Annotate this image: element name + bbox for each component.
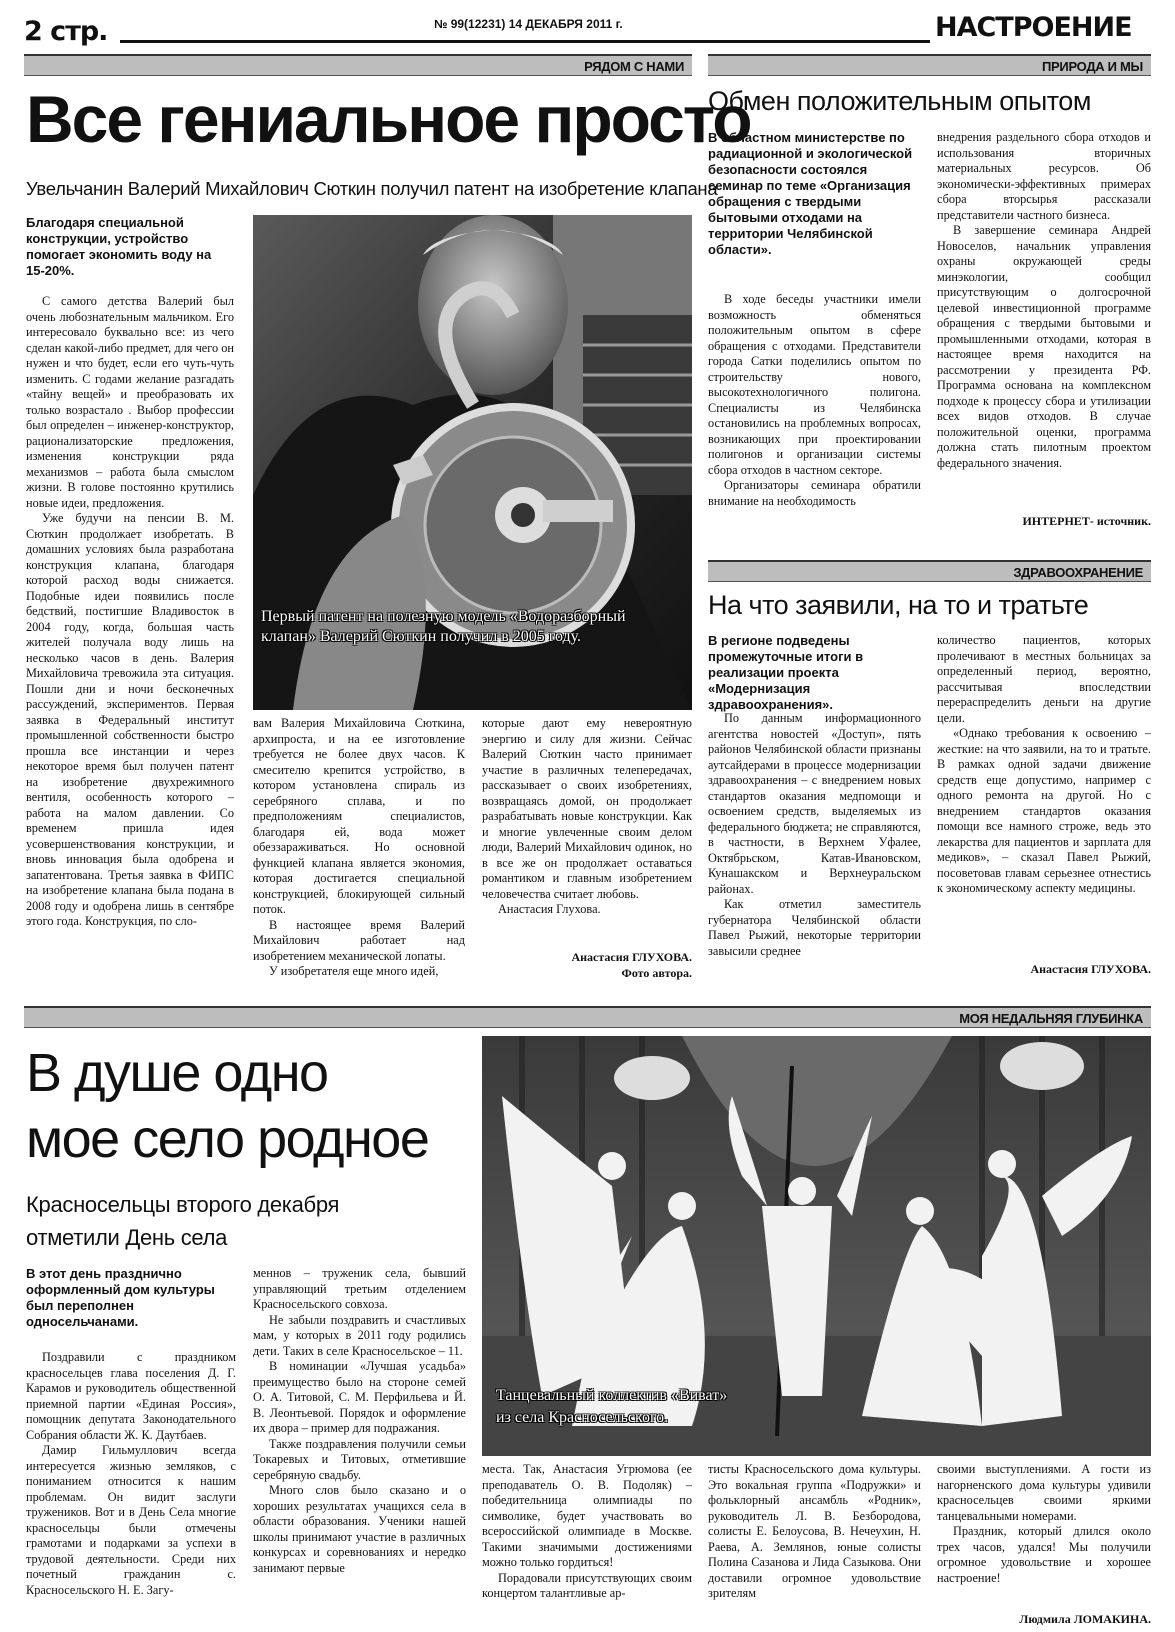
article4-title-line1: В душе одно bbox=[26, 1043, 328, 1103]
article3-author: Анастасия ГЛУХОВА. bbox=[1030, 962, 1151, 976]
masthead-rule bbox=[120, 40, 930, 43]
paragraph: Анастасия Глухова. bbox=[498, 902, 601, 916]
article1-col2 bbox=[253, 716, 465, 986]
paragraph: По данным информационного агентства новостей «Доступ», пять районов Челябинской области признаны аутсайдерами в процессе модернизации здравоохранения – с внедрением новых стандартов оказания медпомощи и освоением средств, выделяемых из федерального бюджета; не справляются, в частности, в Верхнем Уфалее, Октябрьском, Катав-Ивановском, Кунашакском и Верхнеуральском районах. bbox=[708, 711, 921, 896]
paragraph: В настоящее время Валерий Михайлович работает над изобретением механической лопаты. bbox=[253, 917, 465, 963]
article1-title: Все гениальное просто bbox=[26, 82, 751, 156]
article4-subtitle: Красносельцы второго декабря отметили День села bbox=[26, 1192, 340, 1250]
paragraph: Уже будучи на пенсии В. М. Сюткин продолжает изобретать. В домашних условиях была разработана конструкция клапана, благодаря которой расход воды снижается. Подобные идеи появились после бедствий, постигшие Владивосток в 2004 году, когда, большая часть жителей получала воду лишь на несколько часов в день. Валерия Михайловича тревожила эта ситуация. Пошли дни и ночи бесконечных рассуждений, экспериментов. Первая заявка в Федеральный институт промышленной собственности быстро прошла все инстанции и через некоторое время был получен патент на изобретение двухрежимного вентиля, особенность которого – работа на малом давлении. Со временем пришла идея усовершенствования конструкции, и вновь инновация была одобрена и запатентована. Третья заявка в ФИПС на изобретение клапана была подана в 2008 году и одобрена лишь в сентябре этого года. Конструкция, по сло- bbox=[26, 511, 234, 928]
article2-lead: В областном министерстве по радиационной и экологической безопасности состоялся семинар по теме «Организация обращения с твердыми бытовыми отходами на территории Челябинской области». bbox=[708, 130, 913, 257]
article4-col4 bbox=[708, 1462, 921, 1628]
article4-col5 bbox=[937, 1462, 1151, 1610]
article1-lead: Благодаря специальной конструкции, устройство помогает экономить воду на 15-20%. bbox=[26, 215, 212, 278]
paragraph: внедрения раздельного сбора отходов и использования вторичных материальных ресурсов. Об экономически-эффективных примерах сбора вторсырья рассказали представители частного бизнеса. bbox=[937, 130, 1151, 222]
article3-col1 bbox=[708, 711, 921, 983]
article4-author: Людмила ЛОМАКИНА. bbox=[1019, 1612, 1151, 1626]
paragraph: «Однако требования к освоению – жесткие: на что заявили, на то и тратьте. В рамках одной задачи движение средств еще допустимо, например с одного ремонта на другой. Но с внедрением стандартов оказания помощи все намного строже, ведь это лекарства для пациентов и зарплата для медиков», – сказал Павел Рыжий, посоветовав главам серьезнее отнестись к экономическому аспекту медицины. bbox=[937, 726, 1151, 895]
article4-col1 bbox=[26, 1350, 236, 1628]
paragraph: которые дают ему невероятную энергию и силу для жизни. Сейчас Валерий Сюткин часто принимает участие в различных телепередачах, рассказывает о своих изобретениях, возвращаясь домой, он продолжает разрабатывать новые конструкции. Как и многие увлеченные своим делом люди, Валерий Михайлович одинок, но в все же он продолжает оставаться романтиком и главным изобретением человечества считает любовь. bbox=[482, 716, 692, 901]
article1-col1 bbox=[26, 294, 234, 984]
article4-photo-caption-1: Танцевальный коллектив «Виват» bbox=[496, 1387, 728, 1404]
article3-lead: В регионе подведены промежуточные итоги в реализации проекта «Модернизация здравоохранения». bbox=[708, 633, 864, 712]
article1-photo-caption: Первый патент на полезную модель «Водоразборный клапан» Валерий Сюткин получил в 2005 году. bbox=[261, 608, 626, 645]
article4-photo bbox=[482, 1036, 1151, 1456]
paragraph: Как отметил заместитель губернатора Челябинской области Павел Рыжий, некоторые территории завысили среднее bbox=[708, 897, 921, 958]
rubric-glubinka: МОЯ НЕДАЛЬНЯЯ ГЛУБИНКА bbox=[24, 1006, 1151, 1028]
paragraph: Организаторы семинара обратили внимание на необходимость bbox=[708, 478, 921, 508]
article4-col3 bbox=[482, 1462, 692, 1628]
article4-lead: В этот день празднично оформленный дом культуры был переполнен односельчанами. bbox=[26, 1266, 215, 1329]
rubric-priroda: ПРИРОДА И МЫ bbox=[708, 54, 1151, 76]
paragraph: В завершение семинара Андрей Новоселов, начальник управления охраны окружающей среды минэкологии, сообщил присутствующим о долгосрочной целевой инвестиционной программе обращения с твердыми бытовыми и промышленными отходами, которая в настоящее время находится на рассмотрении у президента РФ. Программа основана на комплексном подходе к процессу сбора и утилизации всех видов отходов. В случае положительной оценки, программа должна стать пилотным проектом федерального значения. bbox=[937, 223, 1151, 470]
paragraph: своими выступлениями. А гости из нагорненского дома культуры удивили красносельцев своими яркими танцевальными номерами. bbox=[937, 1462, 1151, 1523]
article4-photo-caption-2: из села Красносельского. bbox=[496, 1409, 669, 1426]
article3-col2 bbox=[937, 633, 1151, 951]
section-title: НАСТРОЕНИЕ bbox=[935, 12, 1132, 43]
paragraph: Много слов было сказано и о хороших результатах учащихся села в области образования. Ученики нашей школы принимают участие в различных конкурсах и соревнованиях и нередко занимают первые bbox=[253, 1483, 466, 1575]
article2-col2 bbox=[937, 130, 1151, 506]
article2-title: Обмен положительным опытом bbox=[708, 86, 1091, 116]
paragraph: Не забыли поздравить и счастливых мам, у которых в 2011 году родились дети. Таких в селе Красносельское – 11. bbox=[253, 1312, 466, 1358]
paragraph: Поздравили с праздником красносельцев глава поселения Д. Г. Карамов и руководитель общественной приемной партии «Единая Россия», помощник депутата Законодательного Собрания области Ж. К. Даутбаев. bbox=[26, 1350, 236, 1442]
article1-col3 bbox=[482, 716, 692, 938]
page-number: 2 стр. bbox=[24, 16, 108, 47]
paragraph: Дамир Гильмуллович всегда интересуется жизнью земляков, с пониманием относится к нашим проблемам. Он видит заслуги тружеников. Вот и в День Села многие красносельцы были отмечены грамотами и подарками за успехи в трудовой деятельности. Среди них почетный гражданин с. Красносельского Н. Е. Загу- bbox=[26, 1443, 236, 1597]
article1-photo bbox=[253, 215, 692, 710]
paragraph: места. Так, Анастасия Угрюмова (ее преподаватель О. В. Подоляк) – победительница олимпиады по символике, будет участвовать во всероссийской олимпиаде в Москве. Такими значимыми достижениями можно только гордиться! bbox=[482, 1462, 692, 1569]
paragraph: Также поздравления получили семьи Токаревых и Титовых, отметившие серебряную свадьбу. bbox=[253, 1436, 466, 1482]
paragraph: В номинации «Лучшая усадьба» преимущество было на стороне семей О. А. Титовой, С. М. Перфильева и Й. В. Леонтьевой. Порядок и оформление их двора – пример для подражания. bbox=[253, 1359, 466, 1435]
article2-source: ИНТЕРНЕТ- источник. bbox=[1022, 514, 1151, 528]
article2-col1 bbox=[708, 292, 921, 532]
paragraph: тисты Красносельского дома культуры. Это вокальная группа «Подружки» и фольклорный ансамбль «Родник», руководитель Л. В. Безбородова, солисты Е. Белоусова, В. Нечеухин, Н. Раева, А. Землянов, юные солисты Полина Сазанова и Лида Сазыкова. Они доставили огромное удовольствие зрителям bbox=[708, 1462, 921, 1600]
article4-col2 bbox=[253, 1266, 466, 1628]
paragraph: вам Валерия Михайловича Сюткина, архипроста, и на ее изготовление требуется не более двух часов. К смесителю крепится устройство, в котором установлена спираль из серебряного сплава, и по предположениям специалистов, благодаря ей, вода может обеззараживаться. Но основной функцией клапана является экономия, которая достигается специальной конструкцией, блокирующей сильный поток. bbox=[253, 716, 465, 916]
paragraph: Праздник, который длился около трех часов, удался! Мы получили огромное удовольствие и хорошее настроение! bbox=[937, 1524, 1151, 1585]
article1-author: Анастасия ГЛУХОВА. bbox=[571, 950, 692, 964]
article1-photo-credit: Фото автора. bbox=[621, 966, 692, 980]
article3-title: На что заявили, на то и тратьте bbox=[708, 590, 1089, 620]
paragraph: В ходе беседы участники имели возможность обменяться положительным опытом в сфере обращения с отходами. Представители города Сатки поделились опытом по строительству нового, высокотехнологичного полигона. Специалисты из Челябинска остановились на проблемных вопросах, возникающих при проектировании полигонов и организации системы сбора отходов в частном секторе. bbox=[708, 292, 921, 477]
rubric-zdravookhranenie: ЗДРАВООХРАНЕНИЕ bbox=[708, 560, 1151, 582]
paragraph: количество пациентов, которых пролечивают в местных больницах за определенный период, вероятно, рассчитывая впоследствии перераспределить деньги на другие цели. bbox=[937, 633, 1151, 725]
issue-date: № 99(12231) 14 ДЕКАБРЯ 2011 г. bbox=[430, 17, 627, 31]
article1-subtitle: Увельчанин Валерий Михайлович Сюткин получил патент на изобретение клапана bbox=[26, 178, 718, 199]
article4-title-line2: мое село родное bbox=[26, 1109, 429, 1169]
paragraph: меннов – труженик села, бывший управляющий третьим отделением Красносельского совхоза. bbox=[253, 1266, 466, 1311]
rubric-ryadom: РЯДОМ С НАМИ bbox=[24, 54, 692, 76]
paragraph: У изобретателя еще много идей, bbox=[269, 964, 439, 978]
paragraph: Порадовали присутствующих своим концертом талантливые ар- bbox=[482, 1570, 692, 1600]
paragraph: С самого детства Валерий был очень любознательным мальчиком. Его интересовало буквально все: из чего сделан какой-либо предмет, для чего он нужен и что будет, если его чуть-чуть изменить. С годами желание разгадать «тайну вещей» и преобразовать их только возрастало . Выбор профессии был определен – инженер-конструктор, рационализаторские предложения, изменения конструкции ряда механизмов – работа была смыслом жизни. В голове постоянно крутились новые идеи, предложения. bbox=[26, 294, 234, 510]
